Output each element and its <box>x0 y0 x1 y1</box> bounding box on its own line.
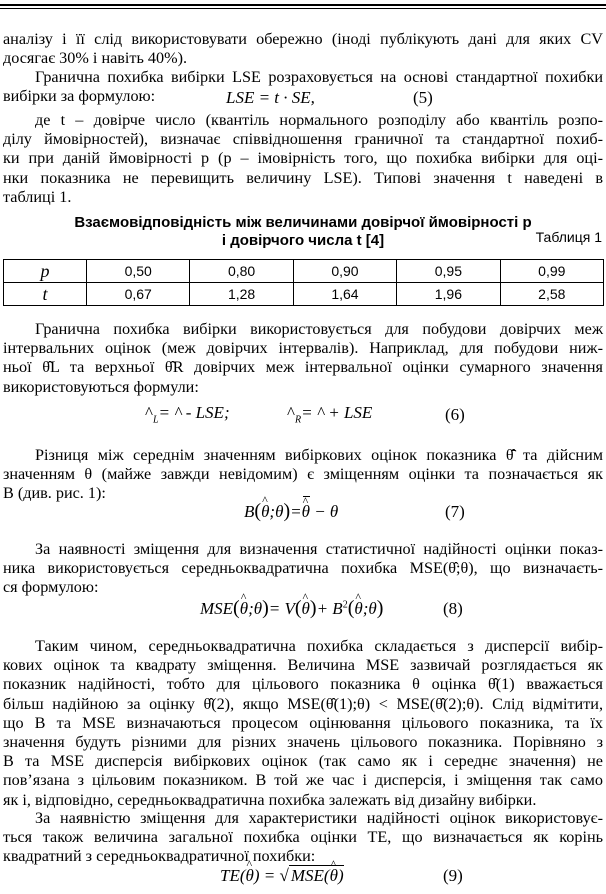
text-line: Таким чином, середньоквадратична похибка складається з дисперсії вибір- <box>35 637 603 655</box>
formula-5-number: (5) <box>413 88 433 107</box>
table-title-line2: і довірчого числа t [4] <box>221 232 385 249</box>
formula-7-number: (7) <box>445 502 465 521</box>
text-line: інтервальних оцінок (меж довірчих інтервалів). Наприклад, для побудови ниж- <box>3 339 603 358</box>
text-line: Різниця між середнім значенням вибіркових оцінок показника θ̂̄ та дійсним <box>35 446 603 464</box>
text-line: більш надійною за оцінку θ̂(2), якщо MSE(θ̂(1);θ) < MSE(θ̂(2);θ). Слід відмітити, <box>3 694 603 713</box>
table-cell: 0,50 <box>87 260 190 283</box>
table-cell: 0,95 <box>397 260 500 283</box>
table-cell: 0,99 <box>500 260 603 283</box>
text-line: B та MSE дисперсія вибіркових оцінок (так само як і середнє значення) не <box>3 752 603 771</box>
formula-8: MSE(^ θ;θ)= V(^ $\theta)+ B^2(\^{}$ θ;θ) <box>200 597 383 620</box>
formula-6-lower: $\^{}_L=$ ^ - LSE; <box>145 403 230 426</box>
text-line: досягає 30% і навіть 40%). <box>3 49 188 68</box>
text-line: ника використовується середньоквадратична похибка MSE(θ̂;θ), що визначаєть- <box>3 559 603 578</box>
formula-text: − θ <box>314 502 339 521</box>
text-line: значенням θ (майже завжди невідомим) є зміщенням оцінки та позначається як <box>3 465 603 484</box>
text-line: вибірки за формулою: <box>3 87 156 106</box>
formula-8-number: (8) <box>443 599 463 618</box>
text-line: ділу ймовірностей), визначає співвідношення граничної та стандартної похиб- <box>3 130 603 149</box>
text-line: таблиці 1. <box>3 187 72 206</box>
header-rule <box>0 4 606 6</box>
text-line: значення будуть різними для різних значень цільового показника. Порівняно з <box>3 733 603 752</box>
header-rule-thin <box>0 8 606 9</box>
text-line: ки при даній ймовірності p (p – імовірність того, що похибка вибірки для оці- <box>3 149 603 168</box>
subscript: R <box>294 414 302 426</box>
text-line: ньої θ̂L та верхньої θ̂R довірчих меж інтервальної оцінки сумарного значення <box>3 358 603 377</box>
formula-text: ;θ <box>269 502 284 521</box>
formula-5: LSE = t · SE, <box>226 88 315 107</box>
table-cell: 1,96 <box>397 283 500 306</box>
text-line: використовуються формули: <box>3 377 199 396</box>
text-line: квадратний з середньоквадратичної похибки: <box>3 847 316 866</box>
table-cell: 0,80 <box>190 260 293 283</box>
text-line: аналізу і її слід використовувати обережно (іноді публікують дані для яких CV <box>3 30 603 48</box>
table-cell: 1,64 <box>293 283 396 306</box>
text-line: кових оцінок та квадрату зміщення. Величина MSE зазвичай розглядається як <box>3 656 603 675</box>
text-line: B (див. рис. 1): <box>3 484 106 503</box>
paragraph-cv-note <box>3 30 603 68</box>
table-confidence-values <box>3 259 604 306</box>
text-line: нки показника не перевищить величину LSE). Типові значення t наведені в <box>3 168 603 187</box>
text-line: показник надійності, тобто для цільового показника θ оцінка θ̂(1) вважається <box>3 675 603 694</box>
table-caption: Таблиця 1 <box>535 229 602 245</box>
text-line: ться також величина загальної похибка оцінки TE, що визначається як корінь <box>3 828 603 847</box>
formula-text: B <box>244 502 255 521</box>
text-line: ся формулою: <box>3 578 99 597</box>
text-line: що B та MSE визначаються процесом оцінювання цільового показника, та їх <box>3 713 603 732</box>
paragraph-mse-intro <box>3 540 603 598</box>
formula-text: TE <box>220 866 240 885</box>
formula-9: TE(^ θ) = √ MSE(^ θ) <box>220 866 344 886</box>
formula-9-number: (9) <box>443 866 463 885</box>
paragraph-interval-bounds <box>3 320 603 397</box>
text-line: За наявності зміщення для визначення статистичної надійності оцінки показ- <box>35 540 603 558</box>
table-title-line1: Взаємовідповідність між величинами довірчої ймовірності p <box>74 214 532 231</box>
table-cell: 0,67 <box>87 283 190 306</box>
formula-6-upper: $\^{}_R=$ ^ + LSE <box>287 403 373 426</box>
text-line: пов’язана з цільовим показником. В той же час і дисперсія, і зміщення так само <box>3 771 603 790</box>
formula-text: MSE <box>200 599 234 618</box>
formula-7: B(^ θ;θ)=^ θ − θ <box>244 500 338 523</box>
text-line: Гранична похибка вибірки використовується для побудови довірчих меж <box>35 320 603 338</box>
text-line: Гранична похибка вибірки LSE розраховується на основі стандартної похибки <box>35 68 603 86</box>
paragraph-t-definition <box>3 111 603 207</box>
subscript: L <box>152 414 159 426</box>
table-cell: 0,90 <box>293 260 396 283</box>
text-line: як і, відповідно, середньоквадратична похибка залежать від дизайну вибірки. <box>3 790 537 809</box>
text-line: де t – довірче число (квантіль нормального розподілу або квантіль розпо- <box>35 111 603 129</box>
table-cell: 1,28 <box>190 283 293 306</box>
text-line: За наявністю зміщення для характеристики надійності оцінок використовує- <box>35 809 603 827</box>
table-cell: 2,58 <box>500 283 603 306</box>
table-row-p <box>4 260 604 283</box>
row-header: t <box>4 283 87 306</box>
paragraph-total-error <box>3 809 603 867</box>
paragraph-mse-reliability <box>3 637 603 810</box>
formula-6-number: (6) <box>445 405 465 424</box>
row-header: p <box>4 260 87 283</box>
formula-text: = ^ - LSE; <box>158 403 230 422</box>
table-row-t <box>4 283 604 306</box>
formula-text: = ^ + LSE <box>301 403 373 422</box>
